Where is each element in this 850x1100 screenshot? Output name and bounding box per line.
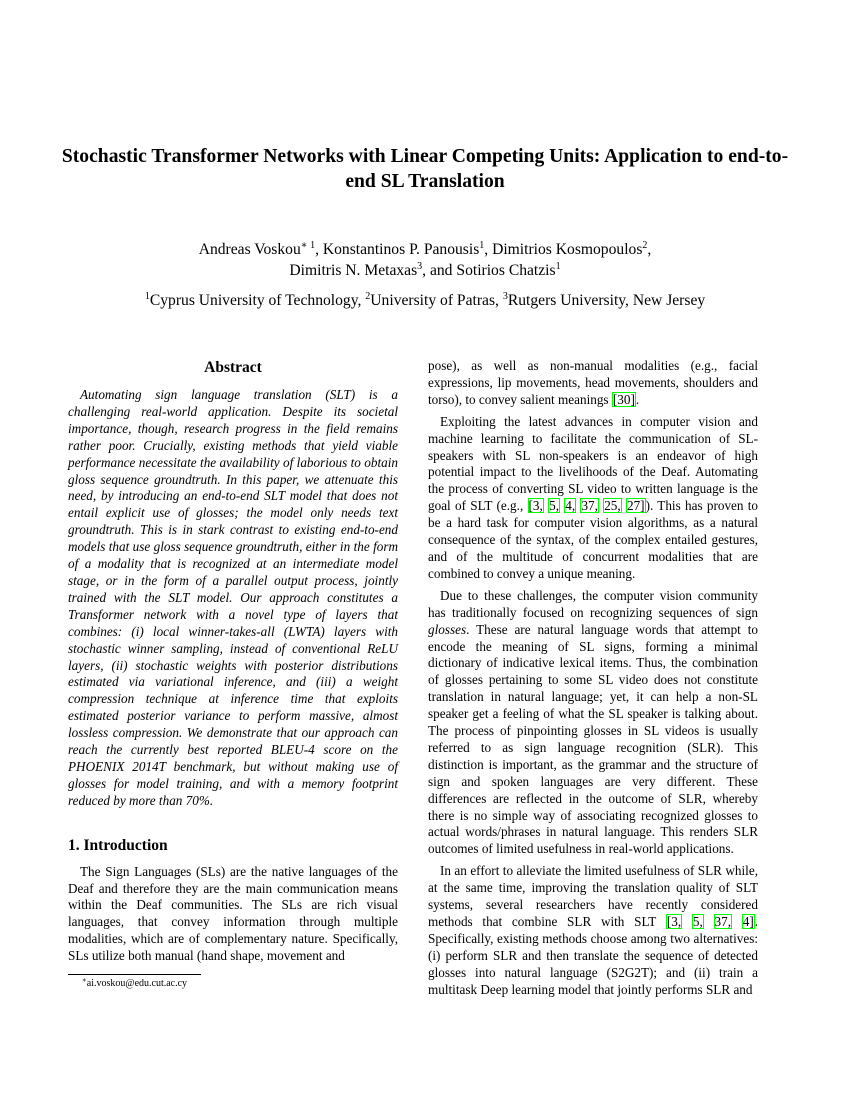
affiliations <box>60 291 790 311</box>
citation-link[interactable]: [3, <box>666 914 682 929</box>
left-column <box>68 358 398 965</box>
footnote-email: ai.voskou@edu.cut.ac.cy <box>86 978 188 989</box>
citation-link[interactable]: 25, <box>604 498 621 514</box>
body-paragraph: Exploiting the latest advances in computer vision and machine learning to facilitate the communication of SL-speakers with SL non-speakers is an endeavor of high potential impact to the livelihoods of the Deaf. Automating the process of converting SL video to written language is the goal of SLT (e.g., [3, 5, 4, 37, 25, 27]). This has proven to be a hard task for computer vision algorithms, as a natural consequence of the syntax, of the complex entailed gestures, and of the multitude of concurrent modalities that are combined to convey a unique meaning. <box>428 413 759 581</box>
abstract-text: Automating sign language translation (SLT) is a challenging real-world application. Despite its societal importance, though, research progress in the field remains rather poor. Crucially, existing methods that yield viable performance necessitate the availability of laborious to obtain gloss sequence groundtruth. In this paper, we attenuate this need, by introducing an end-to-end SLT model that does not entail explicit use of glosses; the model only needs text groundtruth. This is in stark contrast to existing end-to-end models that use gloss sequence groundtruth, either in the form of a modality that is recognized at an intermediate model stage, or in the form of a parallel output process, jointly trained with the SLT model. Our approach constitutes a Transformer network with a novel type of layers that combines: (i) local winner-takes-all (LWTA) layers with stochastic winner sampling, instead of conventional ReLU layers, (ii) stochastic weights with posterior distributions estimated via variational inference, and (iii) a weight compression technique at inference time that exploits estimated posterior variance to perform massive, almost lossless compression. We demonstrate that our approach can reach the currently best reported BLEU-4 score on the PHOENIX 2014T benchmark, but without making use of glosses for model training, and with a memory footprint reduced by more than 70%. <box>68 387 398 808</box>
right-column <box>428 358 758 999</box>
author-affiliation-mark: 1 <box>555 261 561 272</box>
author-affiliation-mark: ∗ 1 <box>300 240 316 251</box>
author-affiliation-mark: 3 <box>417 261 423 272</box>
author-list: Andreas Voskou$^{∗ 1}$, Konstantinos P. Panousis$^1$, Dimitrios Kosmopoulos$^2$, Dimitris N. Metaxas$^3$, and Sotirios Chatzis$^1$ <box>198 240 652 279</box>
footnote <box>82 977 187 990</box>
affiliation-name: Rutgers University, New Jersey <box>507 292 706 309</box>
introduction-paragraph: The Sign Languages (SLs) are the native languages of the Deaf and therefore they are the main communication means within the Deaf communities. The SLs are rich visual languages, that convey information through multiple modalities, which are of complementary nature. Specifically, SLs utilize both manual (hand shape, movement and <box>68 863 398 964</box>
body-paragraph: Due to these challenges, the computer vision community has traditionally focused on recognizing sequences of sign glosses. These are natural language words that attempt to encode the meaning of SL signs, forming a minimal dictionary of indicative lexical items. Thus, the combination of glosses pertaining to some SL video does not constitute translation in natural language; yet, it can help a non-SL speaker get a feeling of what the SL speaker is talking about. The process of pinpointing glosses in SL videos is usually referred to as sign language recognition (SLR). This distinction is important, as the grammar and the structure of sign and spoken languages are very different. These differences are reflected in the outcome of SLR, whereby there is no simple way of associating recognized glosses to actual words/phrases in natural language. This renders SLR outcomes of limited usefulness in real-world applications. <box>428 587 758 857</box>
footnote-mark: ∗ <box>82 976 87 984</box>
body-paragraph: In an effort to alleviate the limited usefulness of SLR while, at the same time, improving the translation quality of SLT systems, several researchers have recently considered methods that combine SLR with SLT [3, 5, 37, 4]. Specifically, existing methods choose among two alternatives: (i) perform SLR and then translate the sequence of detected glosses into natural language (S2G2T); and (ii) train a multitask Deep learning model that jointly performs SLR and <box>428 863 759 997</box>
citation-link[interactable]: 37, <box>714 914 731 929</box>
author-conjunction: and <box>429 262 457 279</box>
abstract-heading: Abstract <box>204 359 262 376</box>
citation-link[interactable]: 4, <box>565 498 576 514</box>
body-paragraph: pose), as well as non-manual modalities (e.g., facial expressions, lip movements, head movements, shoulders and torso), to convey salient meanings [30]. <box>428 358 758 407</box>
affiliation-mark: 2 <box>365 291 371 302</box>
affiliation-mark: 1 <box>144 291 150 302</box>
citation-link[interactable]: 4] <box>742 914 754 929</box>
author-name: Konstantinos P. Panousis <box>322 241 480 258</box>
citation-link[interactable]: 27] <box>626 498 645 514</box>
author-name: Dimitris N. Metaxas <box>289 262 418 279</box>
footnote-rule <box>68 974 201 975</box>
citation-link[interactable]: [3, <box>528 498 543 514</box>
citation-link[interactable]: 5, <box>549 498 559 514</box>
introduction-heading: 1. Introduction <box>68 836 168 854</box>
citation-link[interactable]: [30] <box>612 391 635 407</box>
author-name: Sotirios Chatzis <box>456 262 556 279</box>
affiliation-mark: 3 <box>502 291 508 302</box>
author-affiliation-mark: 1 <box>479 240 485 251</box>
author-affiliation-mark: 2 <box>642 240 648 251</box>
paper-title: Stochastic Transformer Networks with Linear Competing Units: Application to end-to-end SL Translation <box>61 146 789 192</box>
affiliation-name: Cyprus University of Technology, <box>149 292 366 309</box>
affiliation-name: University of Patras, <box>370 292 503 309</box>
citation-link[interactable]: 37, <box>581 498 598 514</box>
author-name: Andreas Voskou <box>198 241 301 258</box>
emphasized-term: glosses <box>428 621 467 637</box>
citation-link[interactable]: 5, <box>692 914 703 929</box>
author-name: Dimitrios Kosmopoulos <box>492 241 643 258</box>
